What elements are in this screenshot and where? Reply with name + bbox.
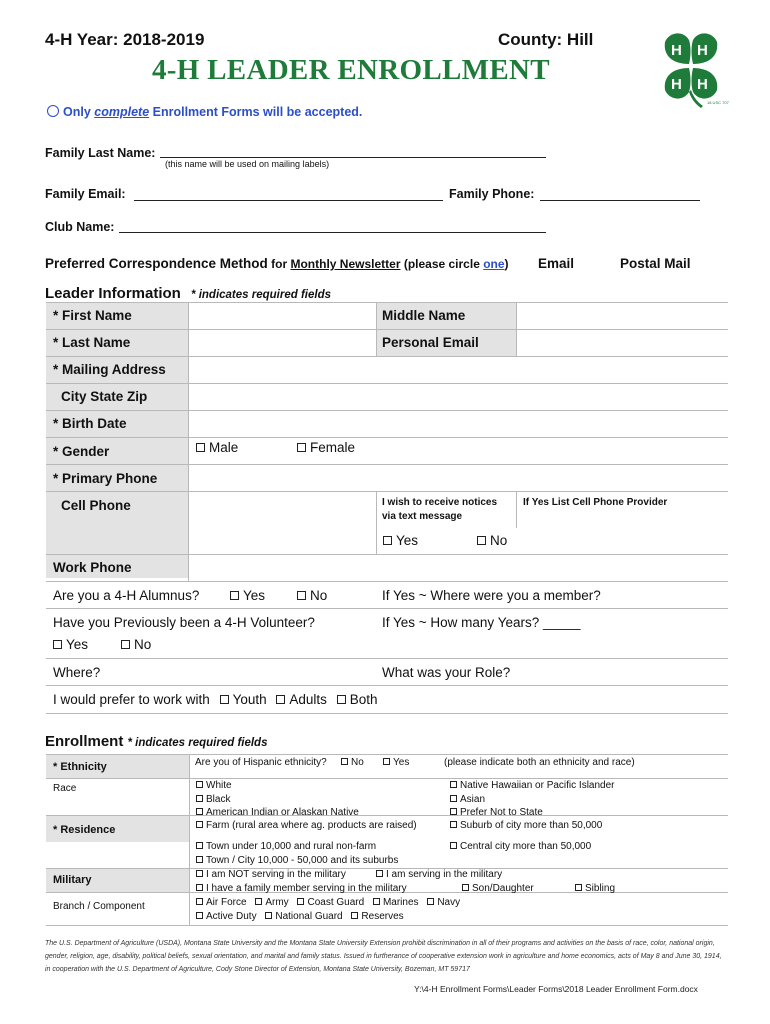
military-option-not-serving[interactable]: I am NOT serving in the military bbox=[196, 869, 346, 880]
race-option-american-indian[interactable]: American Indian or Alaskan Native bbox=[196, 806, 359, 820]
primary-phone-label: * Primary Phone bbox=[53, 471, 158, 486]
birth-date-field[interactable] bbox=[189, 411, 727, 436]
race-options-right bbox=[450, 779, 615, 820]
branch-navy[interactable]: Navy bbox=[427, 897, 460, 908]
birth-date-label: * Birth Date bbox=[53, 416, 127, 431]
svg-text:18 USC 707: 18 USC 707 bbox=[707, 100, 729, 105]
component-checkbox[interactable] bbox=[351, 912, 358, 919]
city-state-zip-label: City State Zip bbox=[61, 389, 148, 404]
page-title: 4-H LEADER ENROLLMENT bbox=[152, 54, 550, 86]
no-checkbox[interactable] bbox=[297, 591, 306, 600]
personal-email-label: Personal Email bbox=[382, 335, 479, 350]
military-label: Military bbox=[53, 874, 92, 886]
hispanic-yes-option[interactable]: Yes bbox=[383, 757, 409, 768]
branch-checkbox[interactable] bbox=[373, 898, 380, 905]
race-checkbox[interactable] bbox=[196, 795, 203, 802]
family-last-name-label: Family Last Name: bbox=[45, 146, 156, 160]
residence-checkbox[interactable] bbox=[196, 856, 203, 863]
svg-text:H: H bbox=[697, 76, 708, 93]
first-name-label: * First Name bbox=[53, 308, 132, 323]
where-question: Where? bbox=[53, 665, 101, 680]
yes-checkbox[interactable] bbox=[383, 758, 390, 765]
ethnicity-note: (please indicate both an ethnicity and race) bbox=[444, 757, 635, 768]
race-checkbox[interactable] bbox=[450, 808, 457, 815]
option-postal-mail[interactable]: Postal Mail bbox=[620, 256, 691, 271]
work-phone-field[interactable] bbox=[189, 555, 727, 580]
component-national-guard[interactable]: National Guard bbox=[265, 911, 342, 922]
leader-section-title: Leader Information * indicates required fields bbox=[45, 285, 331, 302]
branch-options-row-1 bbox=[196, 897, 460, 908]
yes-checkbox[interactable] bbox=[53, 640, 62, 649]
ethnicity-label: * Ethnicity bbox=[53, 761, 107, 773]
race-options-left bbox=[196, 779, 359, 820]
race-option-native-hawaiian[interactable]: Native Hawaiian or Pacific Islander bbox=[450, 779, 615, 793]
race-checkbox[interactable] bbox=[450, 795, 457, 802]
clover-logo-icon bbox=[653, 28, 729, 108]
residence-checkbox[interactable] bbox=[196, 821, 203, 828]
race-checkbox[interactable] bbox=[196, 808, 203, 815]
alumnus-no-option[interactable]: No bbox=[297, 588, 327, 603]
military-checkbox[interactable] bbox=[462, 884, 469, 891]
option-email[interactable]: Email bbox=[538, 256, 575, 271]
adults-checkbox[interactable] bbox=[276, 695, 285, 704]
component-checkbox[interactable] bbox=[265, 912, 272, 919]
text-notices-label-2: via text message bbox=[382, 511, 463, 522]
personal-email-field[interactable] bbox=[517, 330, 727, 355]
nondiscrimination-statement: The U.S. Department of Agriculture (USDA), Montana State University and the Montana State University Extension prohibit discrimination in all of their programs and activities on the basis of race, color, national origin, gender, religion, age, disability, political beliefs, sexual orientation, and marital and family status. Issued in furtherance of cooperative extension work in agriculture and home economics, acts of May 8 and June 30, 1914, in cooperation with the U.S. Department of Agriculture, Cody Stone Director of Extension, Montana State University, Bozeman, MT 59717 bbox=[45, 940, 722, 973]
family-last-name-field[interactable] bbox=[160, 157, 546, 158]
military-checkbox[interactable] bbox=[196, 870, 203, 877]
race-option-white[interactable]: White bbox=[196, 779, 359, 793]
residence-option-town-under[interactable]: Town under 10,000 and rural non-farm bbox=[196, 841, 376, 852]
branch-checkbox[interactable] bbox=[255, 898, 262, 905]
work-preference-line: I would prefer to work with Youth Adults Both bbox=[53, 692, 378, 707]
middle-name-field[interactable] bbox=[517, 303, 727, 328]
race-option-black[interactable]: Black bbox=[196, 793, 359, 807]
branch-coast-guard[interactable]: Coast Guard bbox=[297, 897, 364, 908]
correspondence-line: Preferred Correspondence Method for Monthly Newsletter (please circle one) bbox=[45, 256, 509, 271]
yes-checkbox[interactable] bbox=[383, 536, 392, 545]
military-checkbox[interactable] bbox=[376, 870, 383, 877]
svg-text:H: H bbox=[671, 42, 682, 59]
city-state-zip-field[interactable] bbox=[189, 384, 727, 409]
smiley-icon bbox=[47, 105, 59, 117]
middle-name-label: Middle Name bbox=[382, 308, 466, 323]
branch-options-row-2 bbox=[196, 911, 404, 922]
alumnus-question: Are you a 4-H Alumnus? bbox=[53, 588, 200, 603]
military-option-son-daughter[interactable]: Son/Daughter bbox=[462, 883, 534, 894]
text-notices-no-option[interactable]: No bbox=[477, 533, 507, 548]
residence-option-suburb[interactable]: Suburb of city more than 50,000 bbox=[450, 820, 602, 831]
gender-label: * Gender bbox=[53, 444, 110, 459]
mailing-address-label: * Mailing Address bbox=[53, 362, 166, 377]
race-option-asian[interactable]: Asian bbox=[450, 793, 615, 807]
cell-provider-label: If Yes List Cell Phone Provider bbox=[523, 497, 668, 508]
no-checkbox[interactable] bbox=[477, 536, 486, 545]
adults-option[interactable]: Adults bbox=[276, 692, 327, 707]
gender-male-option[interactable]: Male bbox=[196, 440, 238, 455]
family-email-field[interactable] bbox=[134, 200, 443, 201]
branch-checkbox[interactable] bbox=[196, 898, 203, 905]
no-checkbox[interactable] bbox=[341, 758, 348, 765]
race-checkbox[interactable] bbox=[196, 781, 203, 788]
component-checkbox[interactable] bbox=[196, 912, 203, 919]
residence-option-central-city[interactable]: Central city more than 50,000 bbox=[450, 841, 591, 852]
race-label: Race bbox=[53, 783, 77, 794]
first-name-field[interactable] bbox=[189, 303, 375, 328]
yes-checkbox[interactable] bbox=[230, 591, 239, 600]
branch-checkbox[interactable] bbox=[427, 898, 434, 905]
hispanic-no-option[interactable]: No bbox=[341, 757, 364, 768]
alumnus-yes-option[interactable]: Yes bbox=[230, 588, 265, 603]
last-name-label: * Last Name bbox=[53, 335, 131, 350]
female-checkbox[interactable] bbox=[297, 443, 306, 452]
years-question: If Yes ~ How many Years? _____ bbox=[382, 615, 581, 630]
branch-army[interactable]: Army bbox=[255, 897, 288, 908]
family-last-name-note: (this name will be used on mailing labels) bbox=[165, 159, 330, 169]
county-label: County: Hill bbox=[498, 30, 594, 49]
military-checkbox[interactable] bbox=[575, 884, 582, 891]
enrollment-section-title: Enrollment * indicates required fields bbox=[45, 733, 268, 750]
branch-air-force[interactable]: Air Force bbox=[196, 897, 247, 908]
race-checkbox[interactable] bbox=[450, 781, 457, 788]
club-name-field[interactable] bbox=[119, 232, 546, 233]
residence-option-farm[interactable]: Farm (rural area where ag. products are raised) bbox=[196, 820, 417, 831]
male-checkbox[interactable] bbox=[196, 443, 205, 452]
branch-label: Branch / Component bbox=[53, 901, 145, 912]
family-email-label: Family Email: bbox=[45, 187, 126, 201]
residence-checkbox[interactable] bbox=[450, 842, 457, 849]
family-phone-label: Family Phone: bbox=[449, 187, 535, 201]
cell-phone-field[interactable] bbox=[189, 492, 375, 553]
both-option[interactable]: Both bbox=[337, 692, 378, 707]
residence-option-town-city[interactable]: Town / City 10,000 - 50,000 and its suburbs bbox=[196, 855, 398, 866]
military-checkbox[interactable] bbox=[196, 884, 203, 891]
military-option-sibling[interactable]: Sibling bbox=[575, 883, 615, 894]
component-reserves[interactable]: Reserves bbox=[351, 911, 403, 922]
cell-phone-label: Cell Phone bbox=[61, 498, 131, 513]
branch-marines[interactable]: Marines bbox=[373, 897, 419, 908]
race-option-prefer-not[interactable]: Prefer Not to State bbox=[450, 806, 615, 820]
role-question: What was your Role? bbox=[382, 665, 511, 680]
no-checkbox[interactable] bbox=[121, 640, 130, 649]
notice-text: Only complete Enrollment Forms will be accepted. bbox=[47, 105, 362, 119]
gender-female-option[interactable]: Female bbox=[297, 440, 355, 455]
volunteer-question: Have you Previously been a 4-H Volunteer? bbox=[53, 615, 315, 630]
last-name-field[interactable] bbox=[189, 330, 375, 355]
military-option-family[interactable]: I have a family member serving in the military bbox=[196, 883, 407, 894]
residence-label: * Residence bbox=[53, 824, 116, 836]
residence-checkbox[interactable] bbox=[196, 842, 203, 849]
family-phone-field[interactable] bbox=[540, 200, 700, 201]
work-phone-label: Work Phone bbox=[53, 560, 132, 575]
member-where-question: If Yes ~ Where were you a member? bbox=[382, 588, 601, 603]
file-path: Y:\4-H Enrollment Forms\Leader Forms\2018 Leader Enrollment Form.docx bbox=[414, 984, 698, 994]
military-option-serving[interactable]: I am serving in the military bbox=[376, 869, 502, 880]
youth-checkbox[interactable] bbox=[220, 695, 229, 704]
svg-text:H: H bbox=[697, 42, 708, 59]
year-label: 4-H Year: 2018-2019 bbox=[45, 30, 205, 49]
residence-checkbox[interactable] bbox=[450, 821, 457, 828]
primary-phone-field[interactable] bbox=[189, 465, 727, 490]
branch-checkbox[interactable] bbox=[297, 898, 304, 905]
volunteer-yes-option[interactable]: Yes bbox=[53, 637, 88, 652]
text-notices-yes-option[interactable]: Yes bbox=[383, 533, 418, 548]
svg-text:H: H bbox=[671, 76, 682, 93]
club-name-label: Club Name: bbox=[45, 220, 115, 234]
text-notices-label-1: I wish to receive notices bbox=[382, 497, 498, 508]
both-checkbox[interactable] bbox=[337, 695, 346, 704]
youth-option[interactable]: Youth bbox=[220, 692, 267, 707]
hispanic-question: Are you of Hispanic ethnicity? bbox=[195, 757, 327, 768]
component-active-duty[interactable]: Active Duty bbox=[196, 911, 257, 922]
volunteer-no-option[interactable]: No bbox=[121, 637, 151, 652]
mailing-address-field[interactable] bbox=[189, 357, 727, 382]
